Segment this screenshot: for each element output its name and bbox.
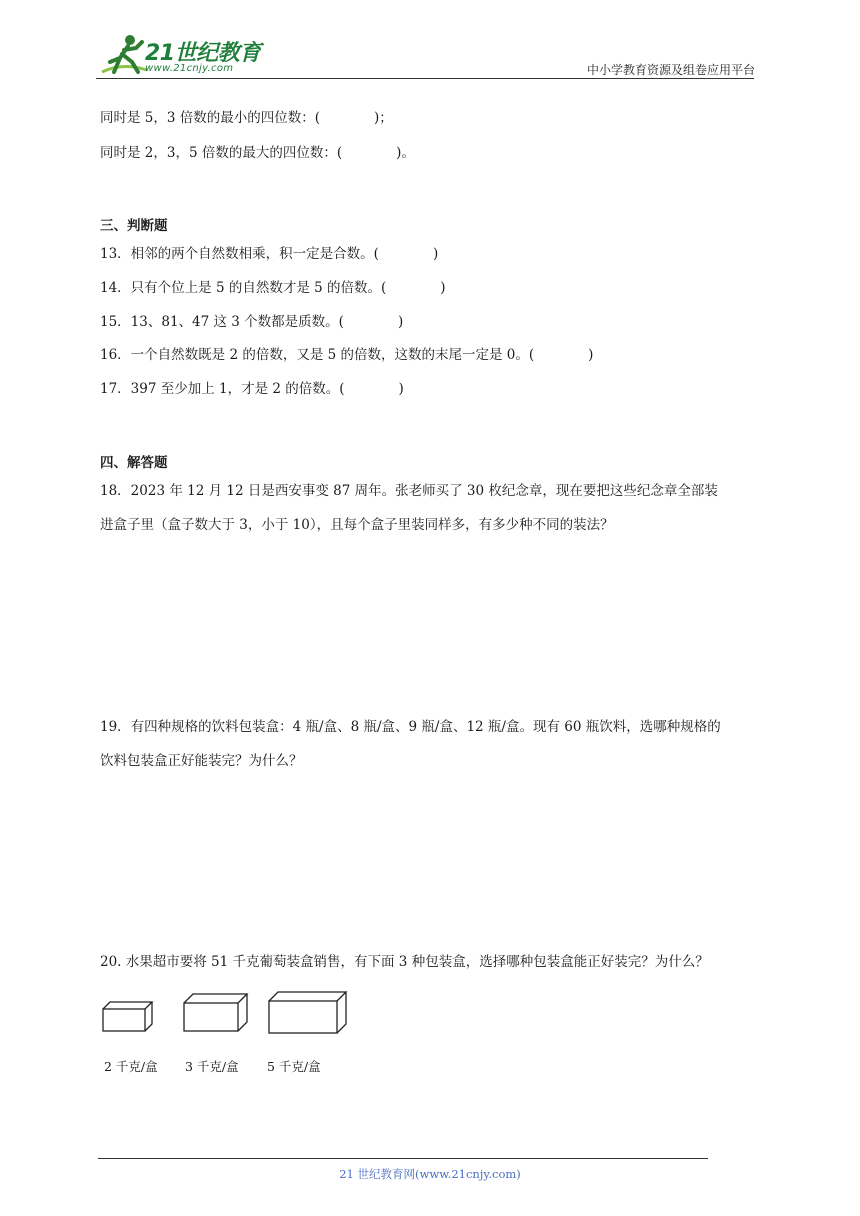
- question-17: 17．397 至少加上 1，才是 2 的倍数。( ): [100, 381, 404, 397]
- box-2kg-icon: [103, 1002, 152, 1031]
- question-19-line2: 饮料包装盒正好能装完？为什么？: [100, 753, 303, 769]
- question-18-line2: 进盒子里（盒子数大于 3，小于 10），且每个盒子里装同样多，有多少种不同的装法？: [100, 517, 614, 533]
- fill-in-question-b: 同时是 2，3，5 倍数的最大的四位数：( )。: [100, 145, 415, 161]
- packaging-boxes-illustration: [100, 990, 350, 1035]
- logo-text: 21世纪教育: [145, 41, 261, 66]
- question-18-line1: 18．2023 年 12 月 12 日是西安事变 87 周年。张老师买了 30 枚纪念章，现在要把这些纪念章全部装: [100, 483, 718, 499]
- box-3kg-icon: [184, 994, 247, 1031]
- question-19-line1: 19．有四种规格的饮料包装盒：4 瓶/盒、8 瓶/盒、9 瓶/盒、12 瓶/盒。现有 60 瓶饮料，选哪种规格的: [100, 719, 721, 735]
- question-16: 16．一个自然数既是 2 的倍数，又是 5 的倍数，这数的末尾一定是 0。( ): [100, 347, 594, 363]
- section-answer-title: 四、解答题: [100, 455, 168, 471]
- header-divider: [96, 78, 754, 79]
- header-platform-text: 中小学教育资源及组卷应用平台: [586, 63, 755, 77]
- box-label-3kg: 3 千克/盒: [185, 1059, 239, 1074]
- question-14: 14．只有个位上是 5 的自然数才是 5 的倍数。( ): [100, 280, 446, 296]
- question-20-line1: 20. 水果超市要将 51 千克葡萄装盒销售，有下面 3 种包装盒，选择哪种包装盒能正好装完？为什么？: [100, 954, 709, 970]
- footer-link[interactable]: 21 世纪教育网(www.21cnjy.com): [339, 1167, 521, 1181]
- footer-divider: [98, 1158, 708, 1159]
- box-label-2kg: 2 千克/盒: [104, 1059, 158, 1074]
- question-13: 13．相邻的两个自然数相乘，积一定是合数。( ): [100, 246, 439, 262]
- box-5kg-icon: [269, 992, 346, 1033]
- section-judgement-title: 三、判断题: [100, 218, 168, 234]
- box-label-5kg: 5 千克/盒: [267, 1059, 321, 1074]
- question-15: 15．13、81、47 这 3 个数都是质数。( ): [100, 314, 404, 330]
- fill-in-question-a: 同时是 5，3 倍数的最小的四位数：( )；: [100, 110, 393, 126]
- logo-url: www.21cnjy.com: [145, 63, 234, 74]
